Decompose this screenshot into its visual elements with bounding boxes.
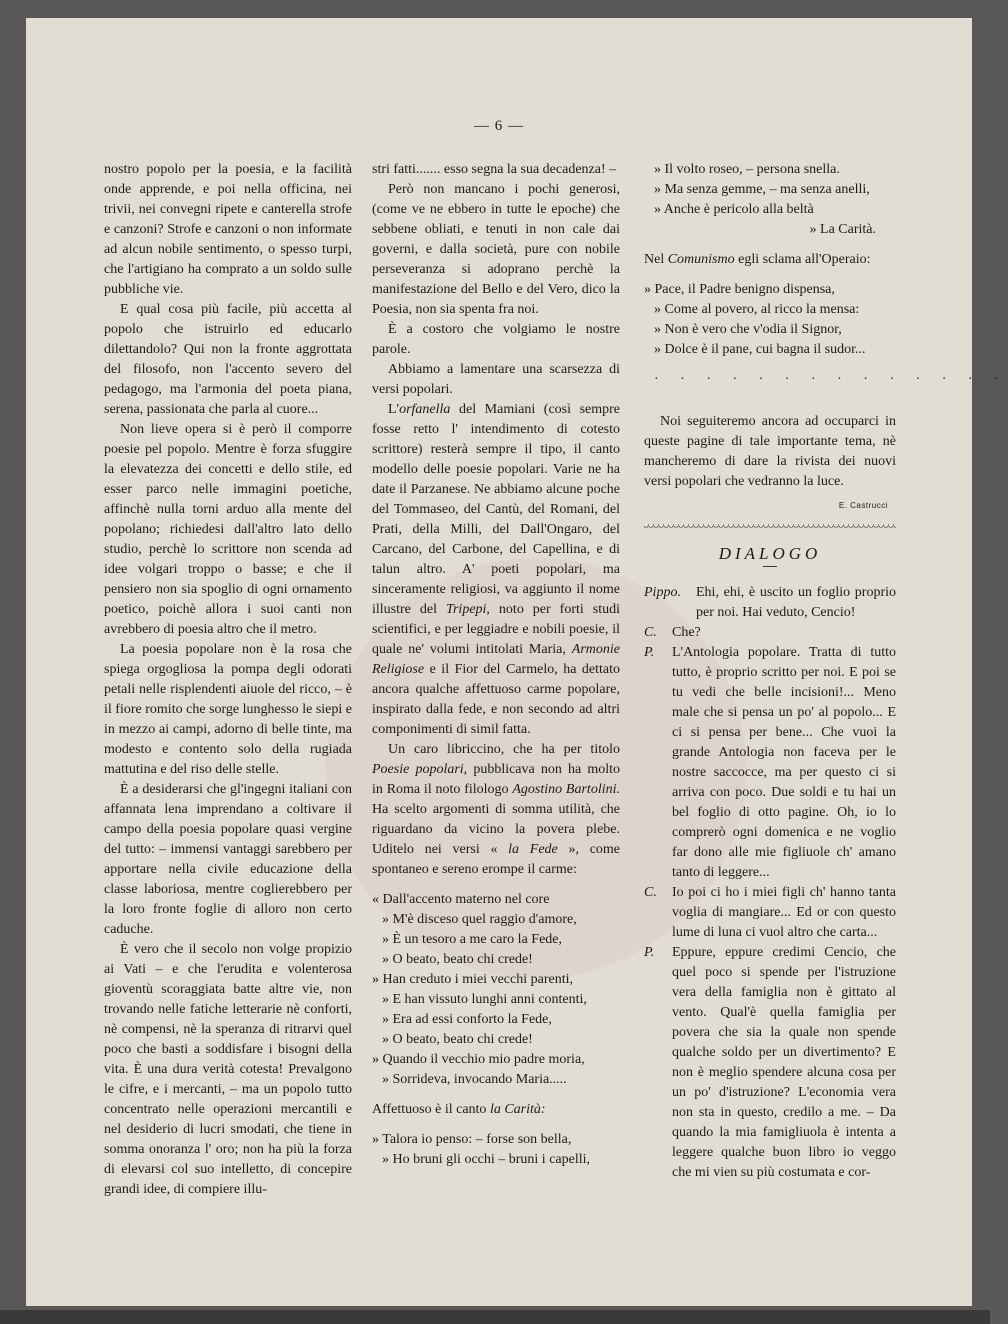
author-signature: E. Castrucci — [838, 501, 888, 510]
verse-line: « Dall'accento materno nel core — [372, 892, 550, 907]
speech-text: Io poi ci ho i miei figli ch' hanno tanta voglia di mangiare... Ed or con questo lume di luna ci vuol altro che carta... — [672, 885, 896, 940]
italic-title: orfanella — [399, 402, 451, 417]
text-run: noto per forti studi scientifici, e per leggiadre e nobili poesie, il quale ne' volumi intitolati Maria, — [372, 602, 620, 657]
italic-title: Armonie Religiose — [372, 642, 620, 677]
newspaper-page — [26, 18, 1008, 1306]
dialogue-line — [644, 623, 896, 643]
text-run: egli sclama all'Operaio: — [734, 252, 871, 267]
section-title: DIALOGO — [718, 544, 822, 563]
verse-block — [372, 1130, 620, 1170]
verse-line: » Talora io penso: – forse son bella, — [372, 1132, 572, 1147]
speech-text: L'Antologia popolare. Tratta di tutto tutto, è proprio scritto per noi. E poi se tu vedi che belle incisioni!... Meno male che si pensa un po' al popolo... E ci si pensa per bene... Che vuoi la grande Antologia non faceva per le nostre saccocce, ma per questo ci si arriva con poco. Due soldi e tu hai un bel foglio di otto pagine. Oh, io lo comprerò ogni domenica e ne voglio far dono alle mie figliuole ch' amano tanto di leggere... — [672, 645, 896, 880]
verse-line: » Han creduto i miei vecchi parenti, — [372, 972, 573, 987]
italic-title: la Carità: — [489, 1102, 546, 1117]
speech-text: Ehi, ehi, è uscito un foglio proprio per noi. Hai veduto, Cencio! — [696, 585, 896, 620]
text-run: Nel — [644, 252, 668, 267]
verse-line: » Non è vero che v'odia il Signor, — [654, 322, 842, 337]
verse-line: » Come al povero, al ricco la mensa: — [654, 302, 860, 317]
verse-block — [644, 160, 896, 240]
verse-line: » La Carità. — [809, 222, 876, 237]
text-run: Un caro libriccino, che ha per titolo — [388, 742, 620, 757]
paragraph: La poesia popolare non è la rosa che spiega orgogliosa la pompa degli odorati petali nelle risplendenti aiuole del ricco, – è il fiore romito che sorge lunghesso le siepi e in mezzo ai campi, adorno di belle tinte, ma modesto e contento solo della rugiada mattutina e del riso delle stelle. — [104, 642, 352, 777]
paragraph: Noi seguiteremo ancora ad occuparci in queste pagine di tale importante tema, nè mancheremo di dare la rivista dei nuovi versi popolari che vedranno la luce. — [644, 414, 896, 489]
verse-block — [644, 280, 896, 360]
paragraph: È a desiderarsi che gl'ingegni italiani con affannata lena imprendano a coltivare il campo della poesia popolare quasi vergine del tutto: – immensi vantaggi sarebbero per apportare nella civile educazione della classe laboriosa, mentre coglierebbero per la loro fronte foglie di alloro non certo caduche. — [104, 782, 352, 937]
dialogue-line — [644, 943, 896, 1183]
verse-line: » Ho bruni gli occhi – bruni i capelli, — [382, 1152, 591, 1167]
paragraph: È vero che il secolo non volge propizio ai Vati – e che l'erudita e volenterosa gioventù scoraggiata batte altre vie, non trovando nelle fatiche letterarie nè conforti, nè compensi, nè la speranza di ritrarvi quel poco che basti a soddisfare i bisogni della vita. È una dura verità cotesta! Prevalgono le cifre, e i mercanti, – ma un popolo tutto concentrato nelle operazioni mercantili e nel desiderio di lucri smodati, che tiene in somma onoranza l' oro; non ha più la forza di elevarsi col suo intelletto, di concepire grandi idee, di compiere illu- — [104, 942, 352, 1197]
speech-text: Eppure, eppure credimi Cencio, che quel poco si spende per l'istruzione vera della famiglia non è gittato al vento. Qual'è quella famiglia per povera che sia la quale non spende qualche soldo per un divertimento? E non è meglio spendere alcuna cosa per un po' d'istruzione? L'economia vera non sta in questo, credilo a me. – Da quando la mia famigliuola è intenta a leggere qualche buon libro io veggo che mi vien su più costumata e cor- — [672, 945, 896, 1180]
verse-block — [372, 890, 620, 1090]
verse-line: » Dolce è il pane, cui bagna il sudor... — [654, 342, 866, 357]
verse-line: » Il volto roseo, – persona snella. — [654, 162, 840, 177]
dialogue — [644, 583, 896, 1183]
text-run: L' — [388, 402, 400, 417]
text-run: Ha scelto argomenti di somma utilità, che riguardano da vicino la povera plebe. Uditelo nei versi « — [372, 802, 620, 857]
paragraph: nostro popolo per la poesia, e la facilità onde apprende, e poi nella officina, nei trivii, nei convegni ripete e canterella strofe e canzoni? Strofe e canzoni o non informate ad alcun nobile sentimento, o spesso turpi, che l'artigiano ha comprato a un soldo sulle pubbliche vie. — [104, 162, 352, 297]
verse-line: » O beato, beato chi crede! — [382, 1032, 533, 1047]
speaker-name: P. — [644, 945, 655, 960]
paragraph — [372, 740, 620, 880]
dialogue-line — [644, 883, 896, 943]
paragraph — [372, 400, 620, 740]
italic-name: Agostino Bartolini. — [512, 782, 620, 797]
verse-line: » Ma senza gemme, – ma senza anelli, — [654, 182, 870, 197]
italic-title: la Fede — [508, 842, 558, 857]
text-run: », come spontaneo e sereno erompe il carme: — [372, 842, 621, 877]
dialogue-line — [644, 643, 896, 883]
verse-line: » E han vissuto lunghi anni contenti, — [382, 992, 587, 1007]
page-number: — 6 — — [474, 118, 524, 134]
text-run: Affettuoso è il canto — [372, 1102, 490, 1117]
verse-line: » Pace, il Padre benigno dispensa, — [644, 282, 835, 297]
italic-title: Comunismo — [667, 252, 735, 267]
verse-line: » O beato, beato chi crede! — [382, 952, 533, 967]
verse-line: » M'è disceso quel raggio d'amore, — [382, 912, 577, 927]
paragraph: Però non mancano i pochi generosi, (come ve ne ebbero in tutte le epoche) che sebbene obliati, e tenuti in non cale dai governi, e dalla società, pure con nobile perseveranza si adoprano perchè la manifestazione del Bello e del Vero, dico la Poesia, non sia spenta fra noi. — [372, 182, 620, 317]
verse-line: » Sorrideva, invocando Maria..... — [382, 1072, 567, 1087]
wavy-divider — [644, 524, 896, 530]
verse-line: » Anche è pericolo alla beltà — [654, 202, 814, 217]
title-rule — [763, 566, 777, 567]
italic-title: Poesie popolari, — [372, 762, 468, 777]
dialogue-line — [644, 583, 896, 623]
text-run: del Mamiani (così sempre fosse retto l' intendimento di cotesto scrittore) resterà sempre il tipo, il canto modello delle poesie popolari. Varie ne ha date il Parzanese. Ne abbiamo alcune poche del Tommaseo, del Cantù, del Romani, del Prati, della Milli, del Dall'Ongaro, del Carcano, del Carbone, del Capellina, e di talun altro. A' poeti popolari, ma sinceramente religiosi, va aggiunto il nome illustre del — [372, 402, 620, 617]
text-run: e il Fior del Carmelo, ha dettato ancora qualche affettuoso carme popolare, inspirato dalla fede, e non secondo ad altri componimenti di simil fatta. — [372, 662, 620, 737]
verse-line: » È un tesoro a me caro la Fede, — [382, 932, 562, 947]
speaker-name: C. — [644, 625, 657, 640]
paragraph — [372, 1100, 620, 1120]
verse-line: » Era ad essi conforto la Fede, — [382, 1012, 552, 1027]
speaker-name: Pippo. — [644, 585, 681, 600]
scan-edge — [0, 1310, 990, 1324]
verse-line: » Quando il vecchio mio padre moria, — [372, 1052, 585, 1067]
column-2 — [372, 160, 620, 1180]
paragraph: E qual cosa più facile, più accetta al popolo che istruirlo ed educarlo dilettandolo? Qui non la fronte aggrottata del filosofo, non l'accento severo del pedagogo, ma l'armonia del poeta piana, serena, passionata che parla al cuore... — [104, 302, 352, 417]
paragraph: Abbiamo a lamentare una scarsezza di versi popolari. — [372, 362, 620, 397]
text-run: pubblicava non ha molto in Roma il noto filologo — [372, 762, 621, 797]
paragraph: stri fatti....... esso segna la sua decadenza! – — [372, 162, 617, 177]
speech-text: Che? — [672, 625, 701, 640]
speaker-name: C. — [644, 885, 657, 900]
column-3 — [644, 160, 1008, 1183]
paragraph: Non lieve opera si è però il comporre poesie pel popolo. Mentre è forza sfuggire la elevatezza dei concetti e dello stile, ed esser parco nelle immagini poetiche, affinchè nulla torni arduo alla mente del popolano; richiedesi dall'altro lato dello studio, perchè lo scrittore non scenda ad idee volgari troppo o basse; e che il pensiero non sia spoglio di ogni ornamento poetico, poichè allora i suoi canti non avrebbero di poesia altro che il metro. — [104, 422, 352, 637]
column-1 — [104, 160, 352, 1200]
speaker-name: P. — [644, 645, 655, 660]
paragraph: È a costoro che volgiamo le nostre parole. — [372, 322, 620, 357]
italic-name: Tripepi, — [445, 602, 490, 617]
paragraph — [644, 250, 896, 270]
ellipsis-dots: · · · · · · · · · · · · · · — [654, 372, 1008, 387]
